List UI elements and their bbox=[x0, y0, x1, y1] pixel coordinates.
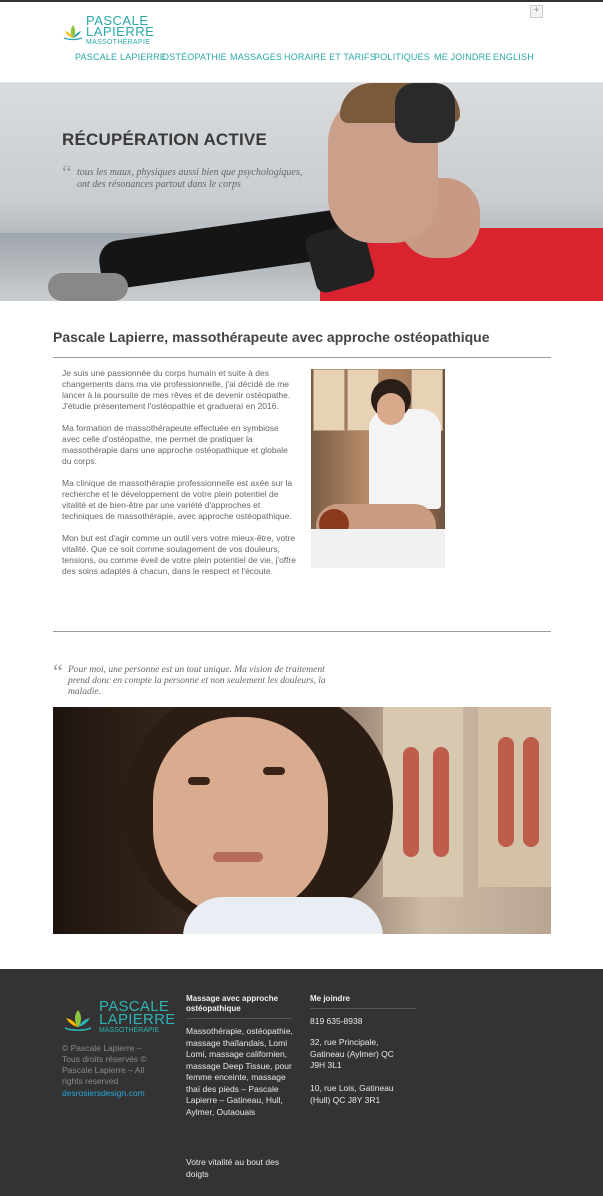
nav-item-politiques[interactable]: POLITIQUES bbox=[374, 52, 431, 62]
intro-paragraphs bbox=[62, 368, 297, 588]
portrait-photo bbox=[53, 707, 551, 934]
logo-line1: PASCALE bbox=[86, 13, 149, 28]
footer-services-text: Massothérapie, ostéopathie, massage thaïlandais, Lomi Lomi, massage californien, massage Deep Tissue, pour femme enceinte, massage thaï des pieds – Pascale Lapierre – Gatineau, Hull, Aylmer, Outaouais bbox=[186, 1026, 293, 1117]
anatomy-poster bbox=[383, 707, 463, 897]
footer-address-aylmer: 32, rue Principale, Gatineau (Aylmer) QC J9H 3L1 bbox=[310, 1037, 394, 1070]
footer-slogan: Votre vitalité au bout des doigts bbox=[186, 1157, 280, 1179]
portrait-eye bbox=[188, 777, 210, 785]
intro-paragraph: Mon but est d'agir comme un outil vers votre mieux-être, votre vitalité. Que ce soit comme soulagement de vos douleurs, tensions, ou comme éveil de votre plein potentiel de vie, j'offre des soins adaptés à chacun, dans le respect et l'écoute. bbox=[62, 533, 296, 576]
hero-runner-headband bbox=[395, 83, 455, 143]
hero-banner bbox=[0, 83, 603, 301]
lotus-logo-icon bbox=[63, 1006, 93, 1034]
site-header bbox=[0, 2, 603, 83]
divider-bottom bbox=[53, 631, 551, 632]
nav-item-me-joindre[interactable]: ME JOINDRE bbox=[434, 52, 492, 62]
portrait-smile bbox=[213, 852, 263, 862]
anatomy-figure bbox=[498, 737, 514, 847]
philosophy-quote: Pour moi, une personne est un tout unique. Ma vision de traitement prend donc en compte la personne et non seulement les douleurs, la maladie. bbox=[68, 665, 326, 697]
footer-phone[interactable]: 819 635-8938 bbox=[310, 1016, 363, 1026]
nav-item-massages[interactable]: MASSAGES bbox=[230, 52, 283, 62]
intro-paragraph: Ma formation de massothérapeute effectuée en symbiose avec celle d'ostéopathe, me permet de pratiquer la massothérapie dans une approche ostéopathique et globale du corps. bbox=[62, 423, 288, 466]
hero-quote: tous les maux, physiques aussi bien que psychologiques, ont des résonances partout dans le corps bbox=[77, 167, 303, 190]
nav-item-english[interactable]: ENGLISH bbox=[493, 52, 534, 62]
anatomy-figure bbox=[523, 737, 539, 847]
anatomy-figure bbox=[433, 747, 449, 857]
footer-address-hull: 10, rue Lois, Gatineau (Hull) QC J8Y 3R1 bbox=[310, 1083, 394, 1105]
intro-paragraph: Je suis une passionnée du corps humain et suite à des changements dans ma vie professionnelle, j'ai décidé de me lancer à la poursuite de mes rêves et de devenir ostéopathe. J'étudie présentement l'ostéopathie et gradueraì en 2016. bbox=[62, 368, 291, 411]
footer-logo-tagline: MASSOTHÉRAPIE bbox=[99, 1027, 160, 1034]
quote-mark-icon: “ bbox=[53, 659, 63, 684]
footer-logo-line1: PASCALE bbox=[99, 998, 170, 1015]
lotus-logo-icon bbox=[62, 21, 84, 43]
footer-logo-line2: LAPIERRE bbox=[99, 1011, 176, 1028]
footer-copyright: © Pascale Lapierre – Tous droits réservés © Pascale Lapierre – All rights reserved bbox=[62, 1043, 147, 1086]
anatomy-figure bbox=[403, 747, 419, 857]
portrait-eye bbox=[263, 767, 285, 775]
divider-top bbox=[53, 357, 551, 358]
hero-runner-shoe bbox=[48, 273, 128, 301]
hero-title: RÉCUPÉRATION ACTIVE bbox=[62, 130, 267, 149]
portrait-face bbox=[153, 717, 328, 917]
footer-col1-rule bbox=[186, 1018, 292, 1019]
quote-mark-icon: “ bbox=[62, 160, 72, 185]
anatomy-poster bbox=[313, 369, 345, 431]
footer-col2-rule bbox=[310, 1008, 416, 1009]
footer-credit-link[interactable]: desrosiersdesign.com bbox=[62, 1088, 145, 1098]
towel bbox=[311, 529, 445, 568]
anatomy-poster bbox=[478, 707, 551, 887]
logo-line2: LAPIERRE bbox=[86, 24, 155, 39]
therapist-face bbox=[377, 393, 405, 425]
footer-logo[interactable] bbox=[63, 998, 176, 1036]
logo-tagline: MASSOTHÉRAPIE bbox=[86, 39, 151, 46]
portrait-shirt bbox=[183, 897, 383, 934]
intro-paragraph: Ma clinique de massothérapie professionnelle est axée sur la recherche et le développement de votre plein potentiel de vitalité et de bien-être par une variété d'approches et techniques de massothérapie, avec approche ostéopathique. bbox=[62, 478, 293, 521]
nav-item-osteopathie[interactable]: OSTÉOPATHIE bbox=[162, 52, 227, 62]
expand-plus-button[interactable]: + bbox=[530, 5, 543, 18]
footer-col2-title: Me joindre bbox=[310, 994, 351, 1003]
massage-photo bbox=[311, 369, 445, 568]
nav-item-pascale-lapierre[interactable]: PASCALE LAPIERRE bbox=[75, 52, 167, 62]
site-logo[interactable] bbox=[62, 15, 182, 49]
therapist-coat bbox=[369, 409, 441, 509]
footer-col1-title: Massage avec approche ostéopathique bbox=[186, 994, 279, 1013]
intro-title: Pascale Lapierre, massothérapeute avec approche ostéopathique bbox=[53, 329, 490, 345]
nav-item-horaire-tarifs[interactable]: HORAIRE ET TARIFS bbox=[284, 52, 376, 62]
